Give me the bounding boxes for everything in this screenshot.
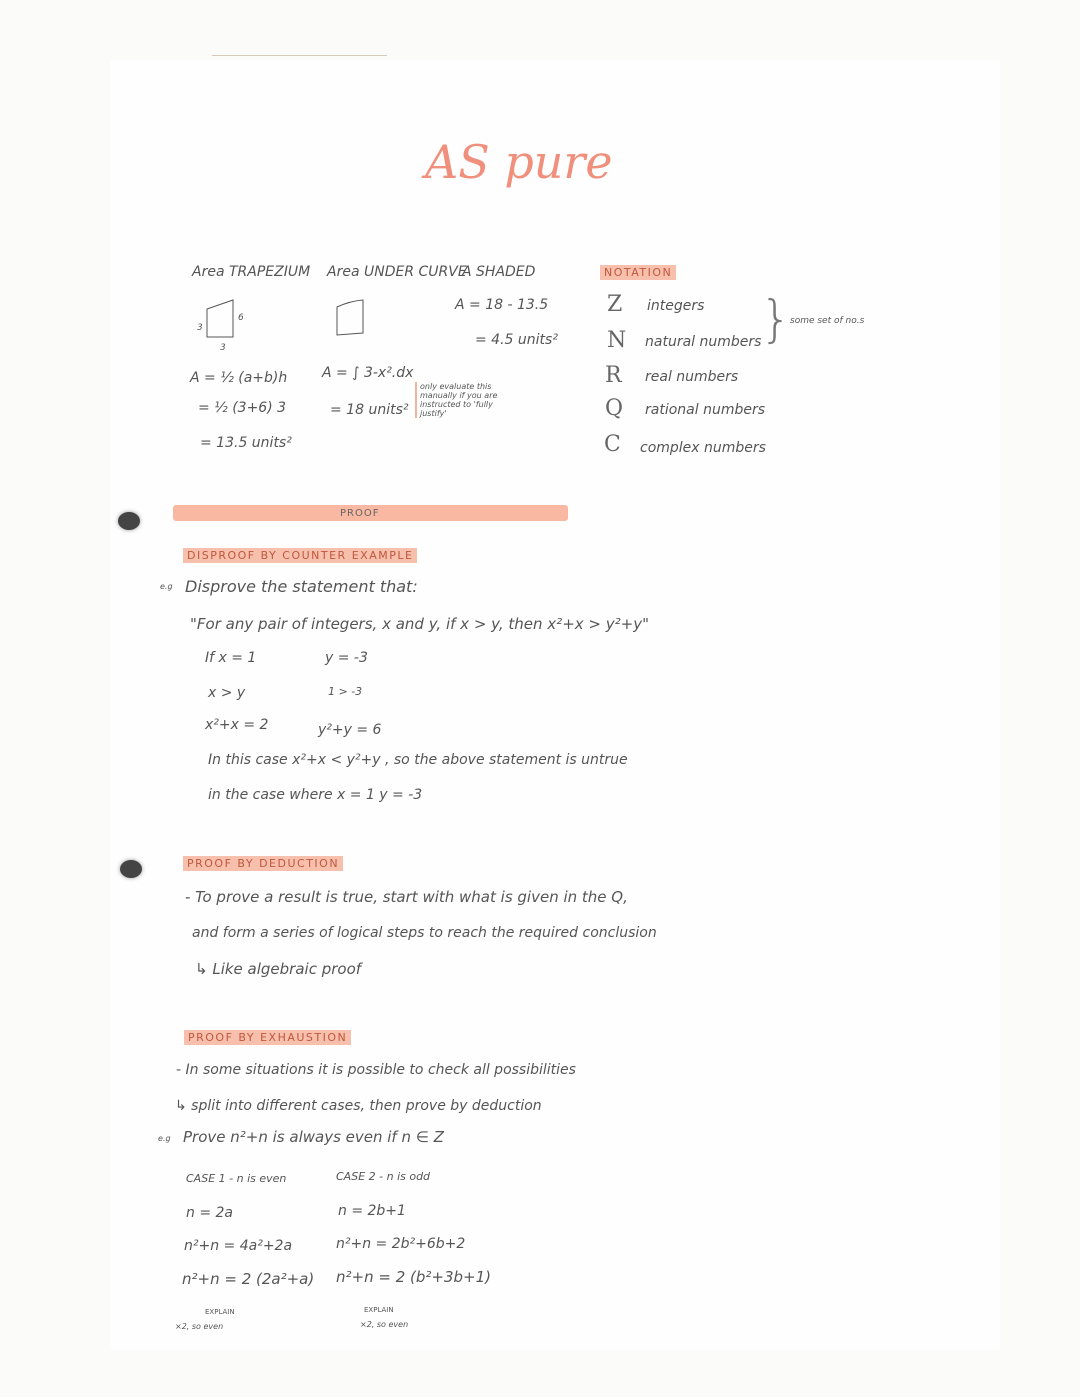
area-shaded-heading: A SHADED: [462, 264, 536, 280]
area-trapezium-heading: Area TRAPEZIUM: [192, 264, 311, 280]
punch-hole: [118, 512, 140, 530]
text-line: x > y: [208, 685, 246, 701]
paper-edge-line: [212, 55, 387, 56]
text-line: - To prove a result is true, start with what is given in the Q,: [185, 888, 628, 906]
shaded-result: = 4.5 units²: [475, 332, 558, 348]
text-line: n²+n = 2 (2a²+a): [182, 1270, 315, 1288]
brace-note: some set of no.s: [790, 316, 865, 326]
curve-result: = 18 units²: [330, 402, 409, 418]
text-line: x²+x = 2: [205, 717, 269, 733]
symbol-r: R: [605, 363, 622, 388]
counter-example-heading: DISPROOF BY COUNTER EXAMPLE: [183, 548, 417, 563]
notation-label: rational numbers: [645, 402, 766, 418]
shaded-calc: A = 18 - 13.5: [455, 297, 549, 313]
symbol-z: Z: [607, 292, 623, 317]
text-line: - In some situations it is possible to check all possibilities: [176, 1062, 576, 1078]
text-line: If x = 1: [205, 650, 257, 666]
text-line: ↳ Like algebraic proof: [195, 960, 362, 978]
text-line: In this case x²+x < y²+y , so the above statement is untrue: [208, 752, 628, 768]
base: 3: [220, 343, 226, 353]
deduction-heading: PROOF BY DEDUCTION: [183, 856, 343, 871]
text-line: 1 > -3: [328, 685, 363, 698]
page-title: AS pure: [425, 135, 613, 189]
symbol-q: Q: [605, 396, 624, 421]
notation-label: real numbers: [645, 369, 739, 385]
trap-formula: A = ½ (a+b)h: [190, 370, 288, 386]
text-line: y = -3: [325, 650, 368, 666]
punch-hole: [120, 860, 142, 878]
side-b: 6: [238, 313, 244, 323]
notebook-page: [110, 60, 1000, 1350]
justify-note: only evaluate this manually if you are instructed to 'fully justify': [415, 382, 520, 418]
text-line: Prove n²+n is always even if n ∈ Z: [183, 1128, 444, 1146]
symbol-c: C: [604, 432, 621, 457]
trap-result: = 13.5 units²: [200, 435, 292, 451]
exhaustion-heading: PROOF BY EXHAUSTION: [184, 1030, 351, 1045]
text-line: EXPLAIN: [364, 1306, 394, 1314]
proof-heading: PROOF: [340, 508, 380, 519]
text-line: n²+n = 2 (b²+3b+1): [336, 1268, 491, 1286]
trapezium-diagram: [195, 295, 255, 350]
trap-step: = ½ (3+6) 3: [198, 400, 287, 416]
text-line: ×2, so even: [175, 1322, 224, 1331]
text-line: n = 2b+1: [338, 1203, 406, 1219]
text-line: and form a series of logical steps to reach the required conclusion: [192, 925, 657, 941]
notation-label: integers: [647, 298, 705, 314]
text-line: ↳ split into different cases, then prove by deduction: [175, 1098, 542, 1114]
eg-label: e.g: [160, 582, 173, 591]
case2-heading: CASE 2 - n is odd: [336, 1170, 431, 1183]
text-line: EXPLAIN: [205, 1308, 235, 1316]
text-line: n = 2a: [186, 1205, 233, 1221]
text-line: y²+y = 6: [318, 722, 382, 738]
side-a: 3: [197, 323, 203, 333]
area-curve-heading: Area UNDER CURVE: [327, 264, 467, 280]
brace: }: [760, 290, 792, 348]
symbol-n: N: [607, 328, 627, 353]
curve-diagram: [325, 295, 375, 345]
text-line: in the case where x = 1 y = -3: [208, 787, 423, 803]
notation-heading: NOTATION: [600, 265, 676, 280]
notation-label: complex numbers: [640, 440, 766, 456]
text-line: Disprove the statement that:: [185, 577, 418, 596]
text-line: "For any pair of integers, x and y, if x > y, then x²+x > y²+y": [190, 615, 649, 633]
notation-label: natural numbers: [645, 334, 762, 350]
eg-label: e.g: [158, 1134, 171, 1143]
text-line: ×2, so even: [360, 1320, 409, 1329]
text-line: n²+n = 2b²+6b+2: [336, 1236, 466, 1252]
curve-integral: A = ∫ 3-x².dx: [322, 365, 414, 381]
text-line: n²+n = 4a²+2a: [184, 1238, 293, 1254]
case1-heading: CASE 1 - n is even: [186, 1172, 287, 1185]
